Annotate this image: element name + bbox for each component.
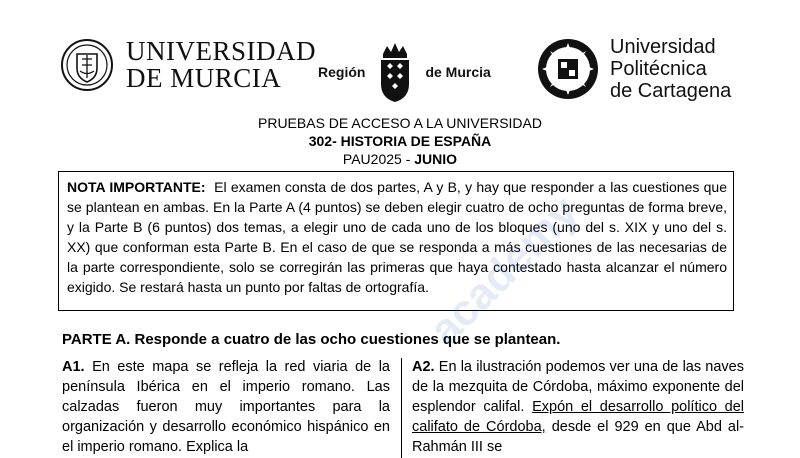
- question-a1-text: En este mapa se refleja la red viaria de la península Ibérica en el imperio romano. Las calzadas fueron muy importantes para la organización y desarrollo económico hispánico en el imperio romano. Explica la: [62, 359, 390, 455]
- universidad-de-murcia-logo: [60, 38, 316, 92]
- question-a2-underlined: Expón el desarrollo político del califato de Córdoba,: [412, 399, 744, 435]
- exam-session-month: JUNIO: [414, 151, 458, 167]
- um-name-line2: DE MURCIA: [126, 63, 282, 93]
- question-a2-text: En la ilustración podemos ver una de las naves de la mezquita de Córdoba, máximo exponente del esplendor califal.: [412, 359, 744, 415]
- exam-header: [0, 114, 800, 168]
- exam-subject: 302- HISTORIA DE ESPAÑA: [308, 133, 492, 149]
- note-body: El examen consta de dos partes, A y B, y hay que responder a las cuestiones que se plantean en ambas. En la Parte A (4 puntos) se deben elegir cuatro de ocho preguntas de forma breve, y la Parte B (6 puntos) dos temas, a elegir uno de cada uno de los bloques (uno del s. XIX y uno del s. XX) que conforman esta Parte B. En el caso de que se responda a más cuestiones de las necesarias de la parte correspondiente, solo se corregirán las primeras que haya contestado hasta alcanzar el número exigido. Se restará hasta un punto por faltas de ortografía.: [67, 179, 727, 295]
- part-a-title: PARTE A. Responde a cuatro de las ocho cuestiones que se plantean.: [62, 331, 561, 348]
- upct-name-line1: Universidad: [610, 36, 716, 58]
- question-a2-label: A2.: [412, 359, 435, 375]
- upct-seal-icon: [536, 37, 600, 101]
- um-seal-icon: [60, 38, 114, 92]
- upct-name-line2: Politécnica: [610, 58, 707, 80]
- um-name-line1: UNIVERSIDAD: [126, 36, 316, 66]
- column-divider: [401, 358, 402, 458]
- watermark: academy: [420, 186, 588, 355]
- question-a2-tail: desde el 929 en que Abd al-Rahmán III se: [412, 419, 745, 455]
- exam-session: [0, 150, 800, 168]
- important-note-box: [58, 171, 734, 311]
- rm-word-right: de Murcia: [425, 64, 491, 80]
- exam-session-prefix: PAU2025 -: [342, 151, 415, 167]
- question-a1-label: A1.: [62, 359, 85, 375]
- upct-logo: [536, 36, 731, 102]
- rm-word-left: Región: [318, 64, 366, 80]
- question-a1: [62, 357, 390, 457]
- region-de-murcia-logo: [318, 40, 491, 104]
- exam-title: PRUEBAS DE ACCESO A LA UNIVERSIDAD: [258, 115, 542, 131]
- question-a2: [412, 357, 744, 457]
- note-lead: NOTA IMPORTANTE:: [67, 179, 206, 195]
- crown-shield-icon: [373, 40, 417, 104]
- upct-name-line3: de Cartagena: [610, 80, 732, 102]
